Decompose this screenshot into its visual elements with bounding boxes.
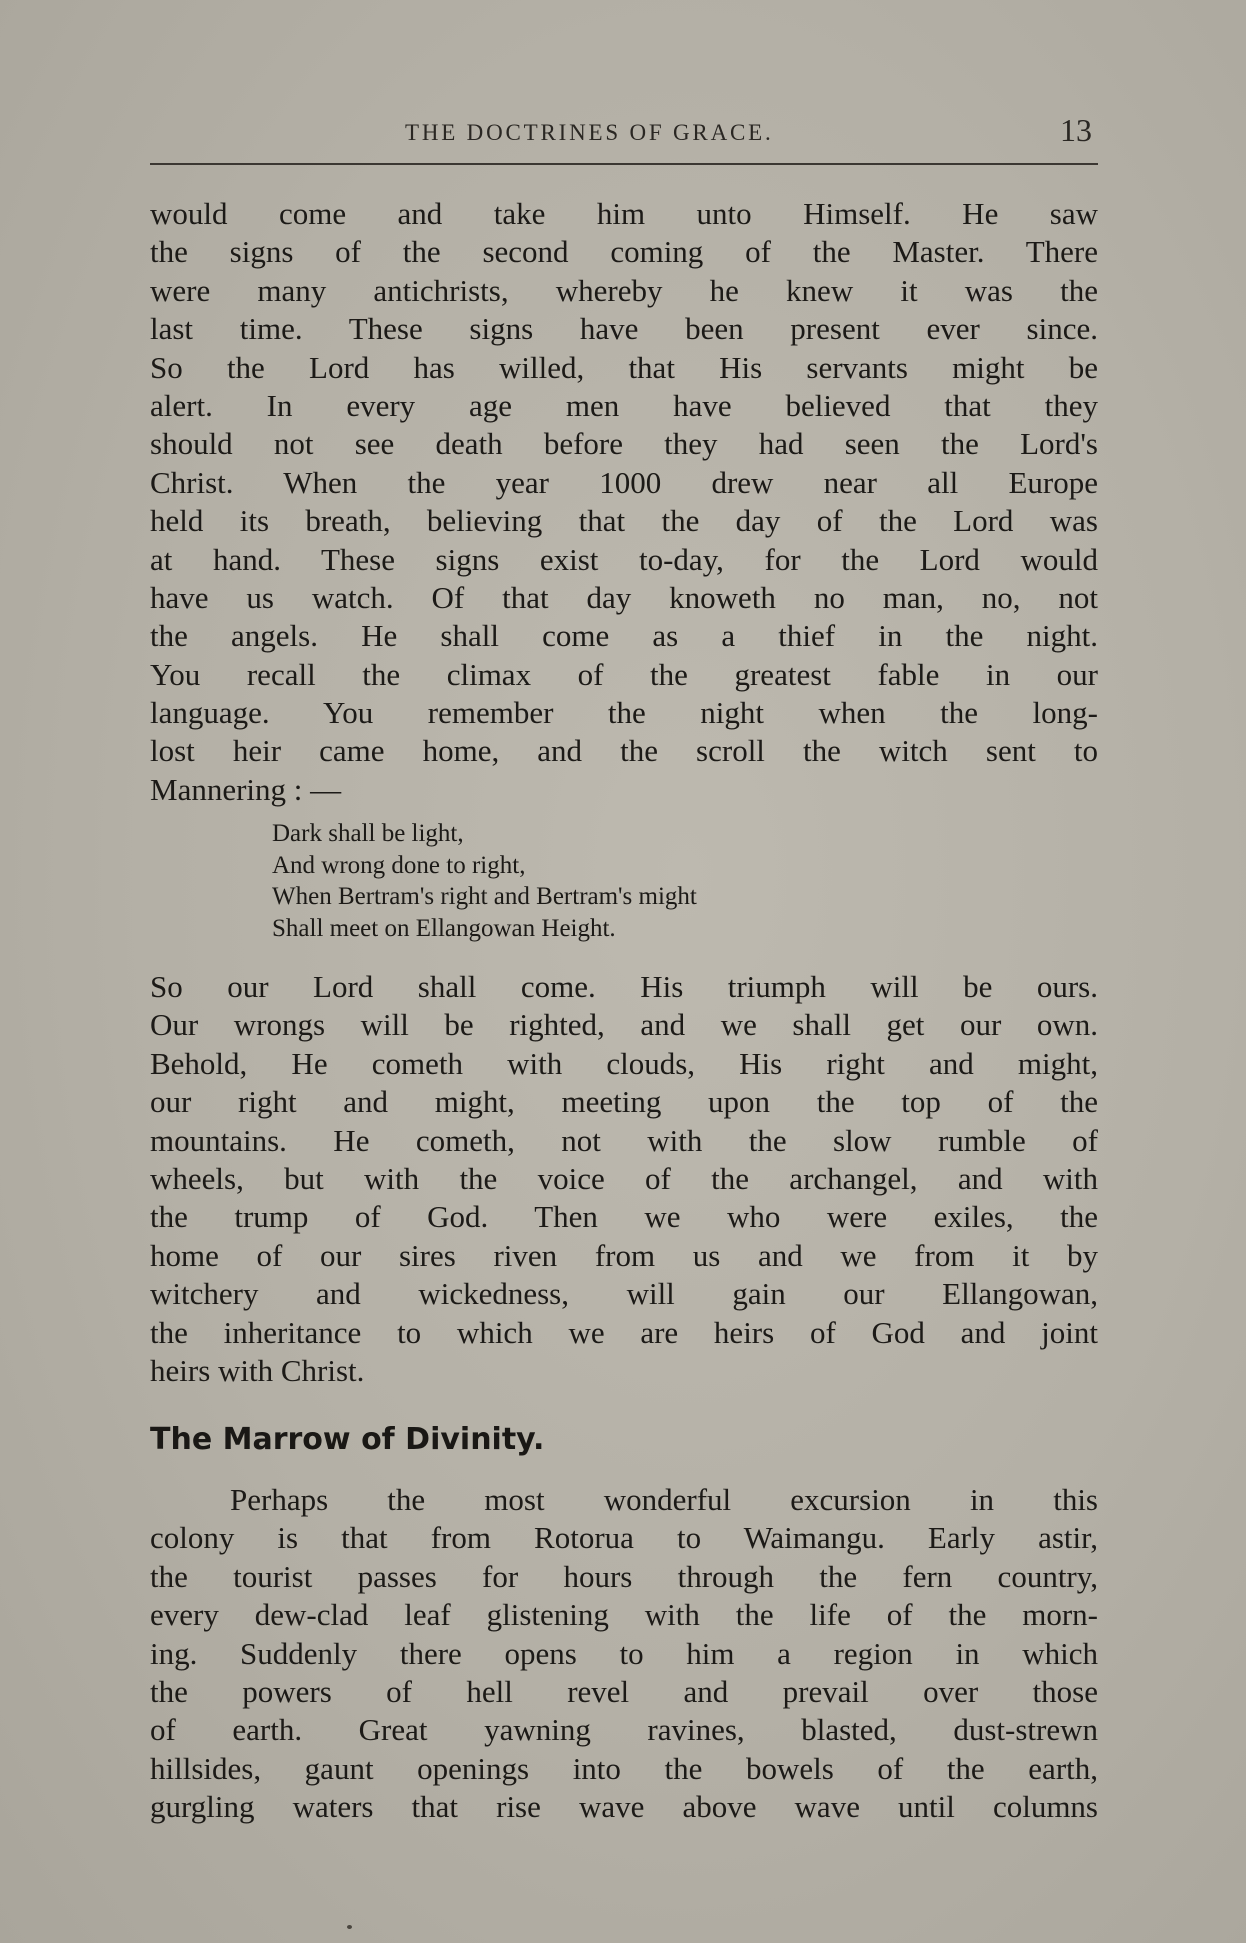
text-line: So our Lord shall come. His triumph will be ours.	[150, 969, 1098, 1004]
text-line: should not see death before they had seen the Lord's	[150, 426, 1098, 462]
text-line: Perhaps the most wonderful excursion in this	[230, 1482, 1098, 1517]
text-line: have us watch. Of that day knoweth no man, no, not	[150, 579, 1098, 615]
text-line: witchery and wickedness, will gain our Ellangowan,	[150, 1276, 1098, 1312]
text-line: lost heir came home, and the scroll the witch sent to	[150, 733, 1098, 769]
text-line: would come and take him unto Himself. He saw	[150, 196, 1098, 231]
text-line: our right and might, meeting upon the top of the	[150, 1084, 1098, 1120]
text-line: the trump of God. Then we who were exiles, the	[150, 1199, 1098, 1235]
text-line: Our wrongs will be righted, and we shall get our own.	[150, 1007, 1098, 1043]
verse-quotation	[272, 818, 697, 944]
text-line: Behold, He cometh with clouds, His right and might,	[150, 1045, 1098, 1081]
text-line: were many antichrists, whereby he knew it was the	[150, 272, 1098, 308]
text-line: mountains. He cometh, not with the slow rumble of	[150, 1122, 1098, 1158]
text-line: language. You remember the night when the long-	[150, 695, 1098, 731]
text-line: the powers of hell revel and prevail over those	[150, 1673, 1098, 1709]
paragraph-triumph	[150, 968, 1098, 1390]
text-line: Christ. When the year 1000 drew near all Europe	[150, 464, 1098, 500]
section-heading: The Marrow of Divinity.	[150, 1422, 545, 1457]
page-number: 13	[1060, 112, 1092, 148]
text-line: at hand. These signs exist to-day, for the Lord would	[150, 541, 1098, 577]
verse-line: Dark shall be light,	[272, 820, 464, 847]
running-title: THE DOCTRINES OF GRACE.	[405, 120, 774, 145]
text-line: held its breath, believing that the day of the Lord was	[150, 503, 1098, 539]
text-line: the angels. He shall come as a thief in the night.	[150, 618, 1098, 654]
text-line: alert. In every age men have believed that they	[150, 387, 1098, 423]
text-line: ing. Suddenly there opens to him a region in which	[150, 1635, 1098, 1671]
text-line: Mannering : —	[150, 771, 342, 807]
verse-line: Shall meet on Ellangowan Height.	[272, 914, 616, 942]
verse-line: When Bertram's right and Bertram's might	[272, 883, 697, 910]
text-line: wheels, but with the voice of the archangel, and with	[150, 1160, 1098, 1196]
text-line: gurgling waters that rise wave above wave until columns	[150, 1789, 1098, 1825]
text-line: the inheritance to which we are heirs of God and joint	[150, 1314, 1098, 1350]
text-line: colony is that from Rotorua to Waimangu. Early astir,	[150, 1520, 1098, 1556]
paragraph-second-coming	[150, 195, 1098, 809]
verse-line: And wrong done to right,	[272, 851, 526, 879]
text-line: last time. These signs have been present ever since.	[150, 311, 1098, 347]
text-line: home of our sires riven from us and we from it by	[150, 1237, 1098, 1273]
running-head	[150, 112, 1098, 152]
text-line: You recall the climax of the greatest fable in our	[150, 656, 1098, 692]
header-rule	[150, 163, 1098, 165]
text-line: of earth. Great yawning ravines, blasted, dust-strewn	[150, 1712, 1098, 1748]
text-line: the signs of the second coming of the Master. There	[150, 234, 1098, 270]
text-line: So the Lord has willed, that His servants might be	[150, 349, 1098, 385]
text-line: every dew-clad leaf glistening with the life of the morn-	[150, 1597, 1098, 1633]
ink-speck	[347, 1925, 352, 1929]
paragraph-waimangu	[150, 1481, 1098, 1827]
text-line: the tourist passes for hours through the fern country,	[150, 1558, 1098, 1594]
text-line: hillsides, gaunt openings into the bowels of the earth,	[150, 1750, 1098, 1786]
text-line: heirs with Christ.	[150, 1352, 365, 1388]
